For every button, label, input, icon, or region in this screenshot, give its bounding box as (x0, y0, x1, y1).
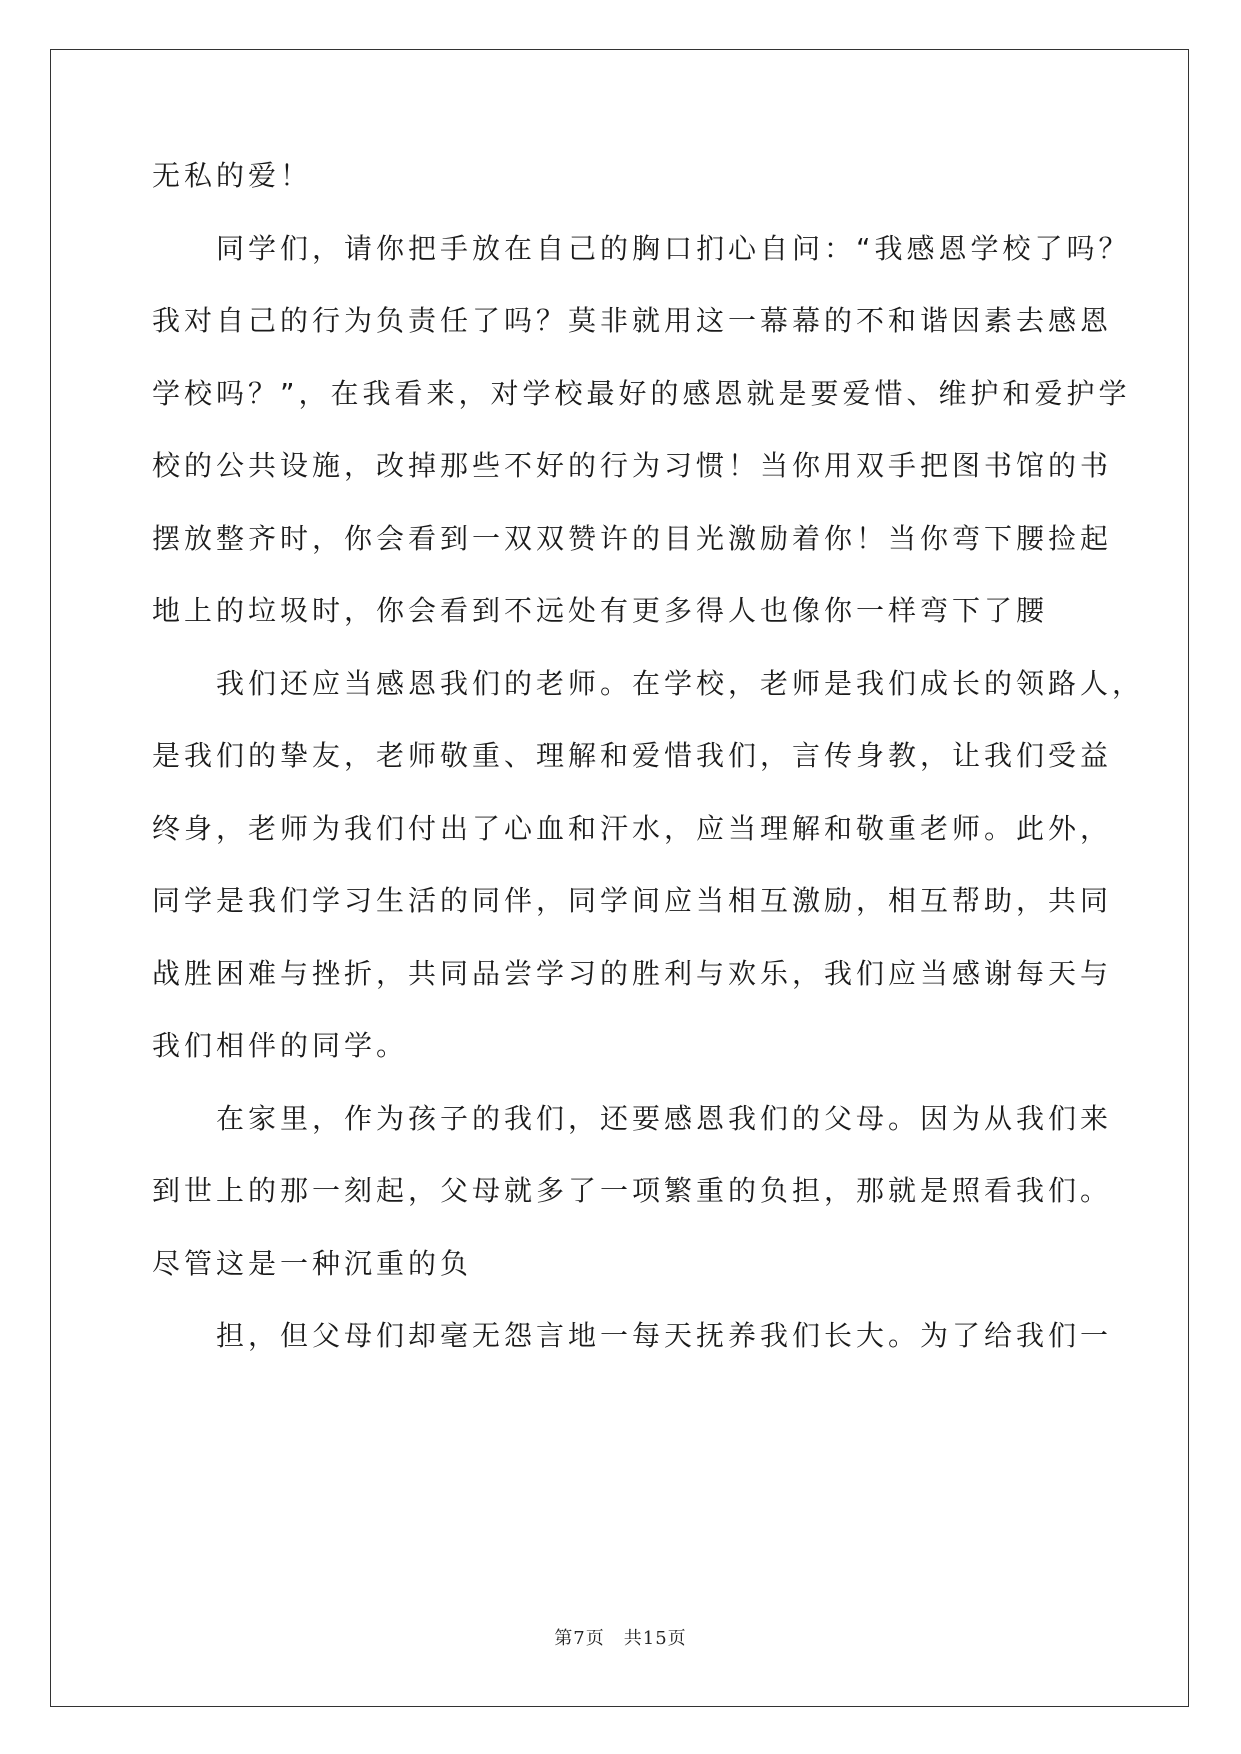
text-line: 校的公共设施，改掉那些不好的行为习惯！当你用双手把图书馆的书 (152, 449, 1113, 482)
text-line: 同学是我们学习生活的同伴，同学间应当相互激励，相互帮助，共同 (152, 884, 1113, 917)
text-line: 摆放整齐时，你会看到一双双赞许的目光激励着你！当你弯下腰捡起 (152, 522, 1113, 555)
text-line: 同学们，请你把手放在自己的胸口扪心自问：“我感恩学校了吗？ (152, 232, 1131, 265)
text-line: 我们相伴的同学。 (152, 1029, 409, 1062)
text-line: 我对自己的行为负责任了吗？莫非就用这一幕幕的不和谐因素去感恩 (152, 304, 1113, 337)
text-line: 是我们的挚友，老师敬重、理解和爱惜我们，言传身教，让我们受益 (152, 739, 1113, 772)
text-line: 战胜困难与挫折，共同品尝学习的胜利与欢乐，我们应当感谢每天与 (152, 957, 1113, 990)
text-line: 我们还应当感恩我们的老师。在学校，老师是我们成长的领路人， (152, 667, 1145, 700)
page-border (50, 49, 1189, 1707)
text-line: 在家里，作为孩子的我们，还要感恩我们的父母。因为从我们来 (152, 1102, 1113, 1135)
text-line: 终身，老师为我们付出了心血和汗水，应当理解和敬重老师。此外， (152, 812, 1113, 845)
text-line: 到世上的那一刻起，父母就多了一项繁重的负担，那就是照看我们。 (152, 1174, 1113, 1207)
page-number-footer: 第7页 共15页 (554, 1628, 687, 1649)
text-line: 尽管这是一种沉重的负 (152, 1247, 473, 1280)
text-line: 学校吗？”，在我看来，对学校最好的感恩就是要爱惜、维护和爱护学 (152, 377, 1131, 410)
text-line: 地上的垃圾时，你会看到不远处有更多得人也像你一样弯下了腰 (152, 594, 1049, 627)
text-line: 担，但父母们却毫无怨言地一每天抚养我们长大。为了给我们一 (152, 1319, 1113, 1352)
text-line: 无私的爱！ (152, 159, 313, 192)
